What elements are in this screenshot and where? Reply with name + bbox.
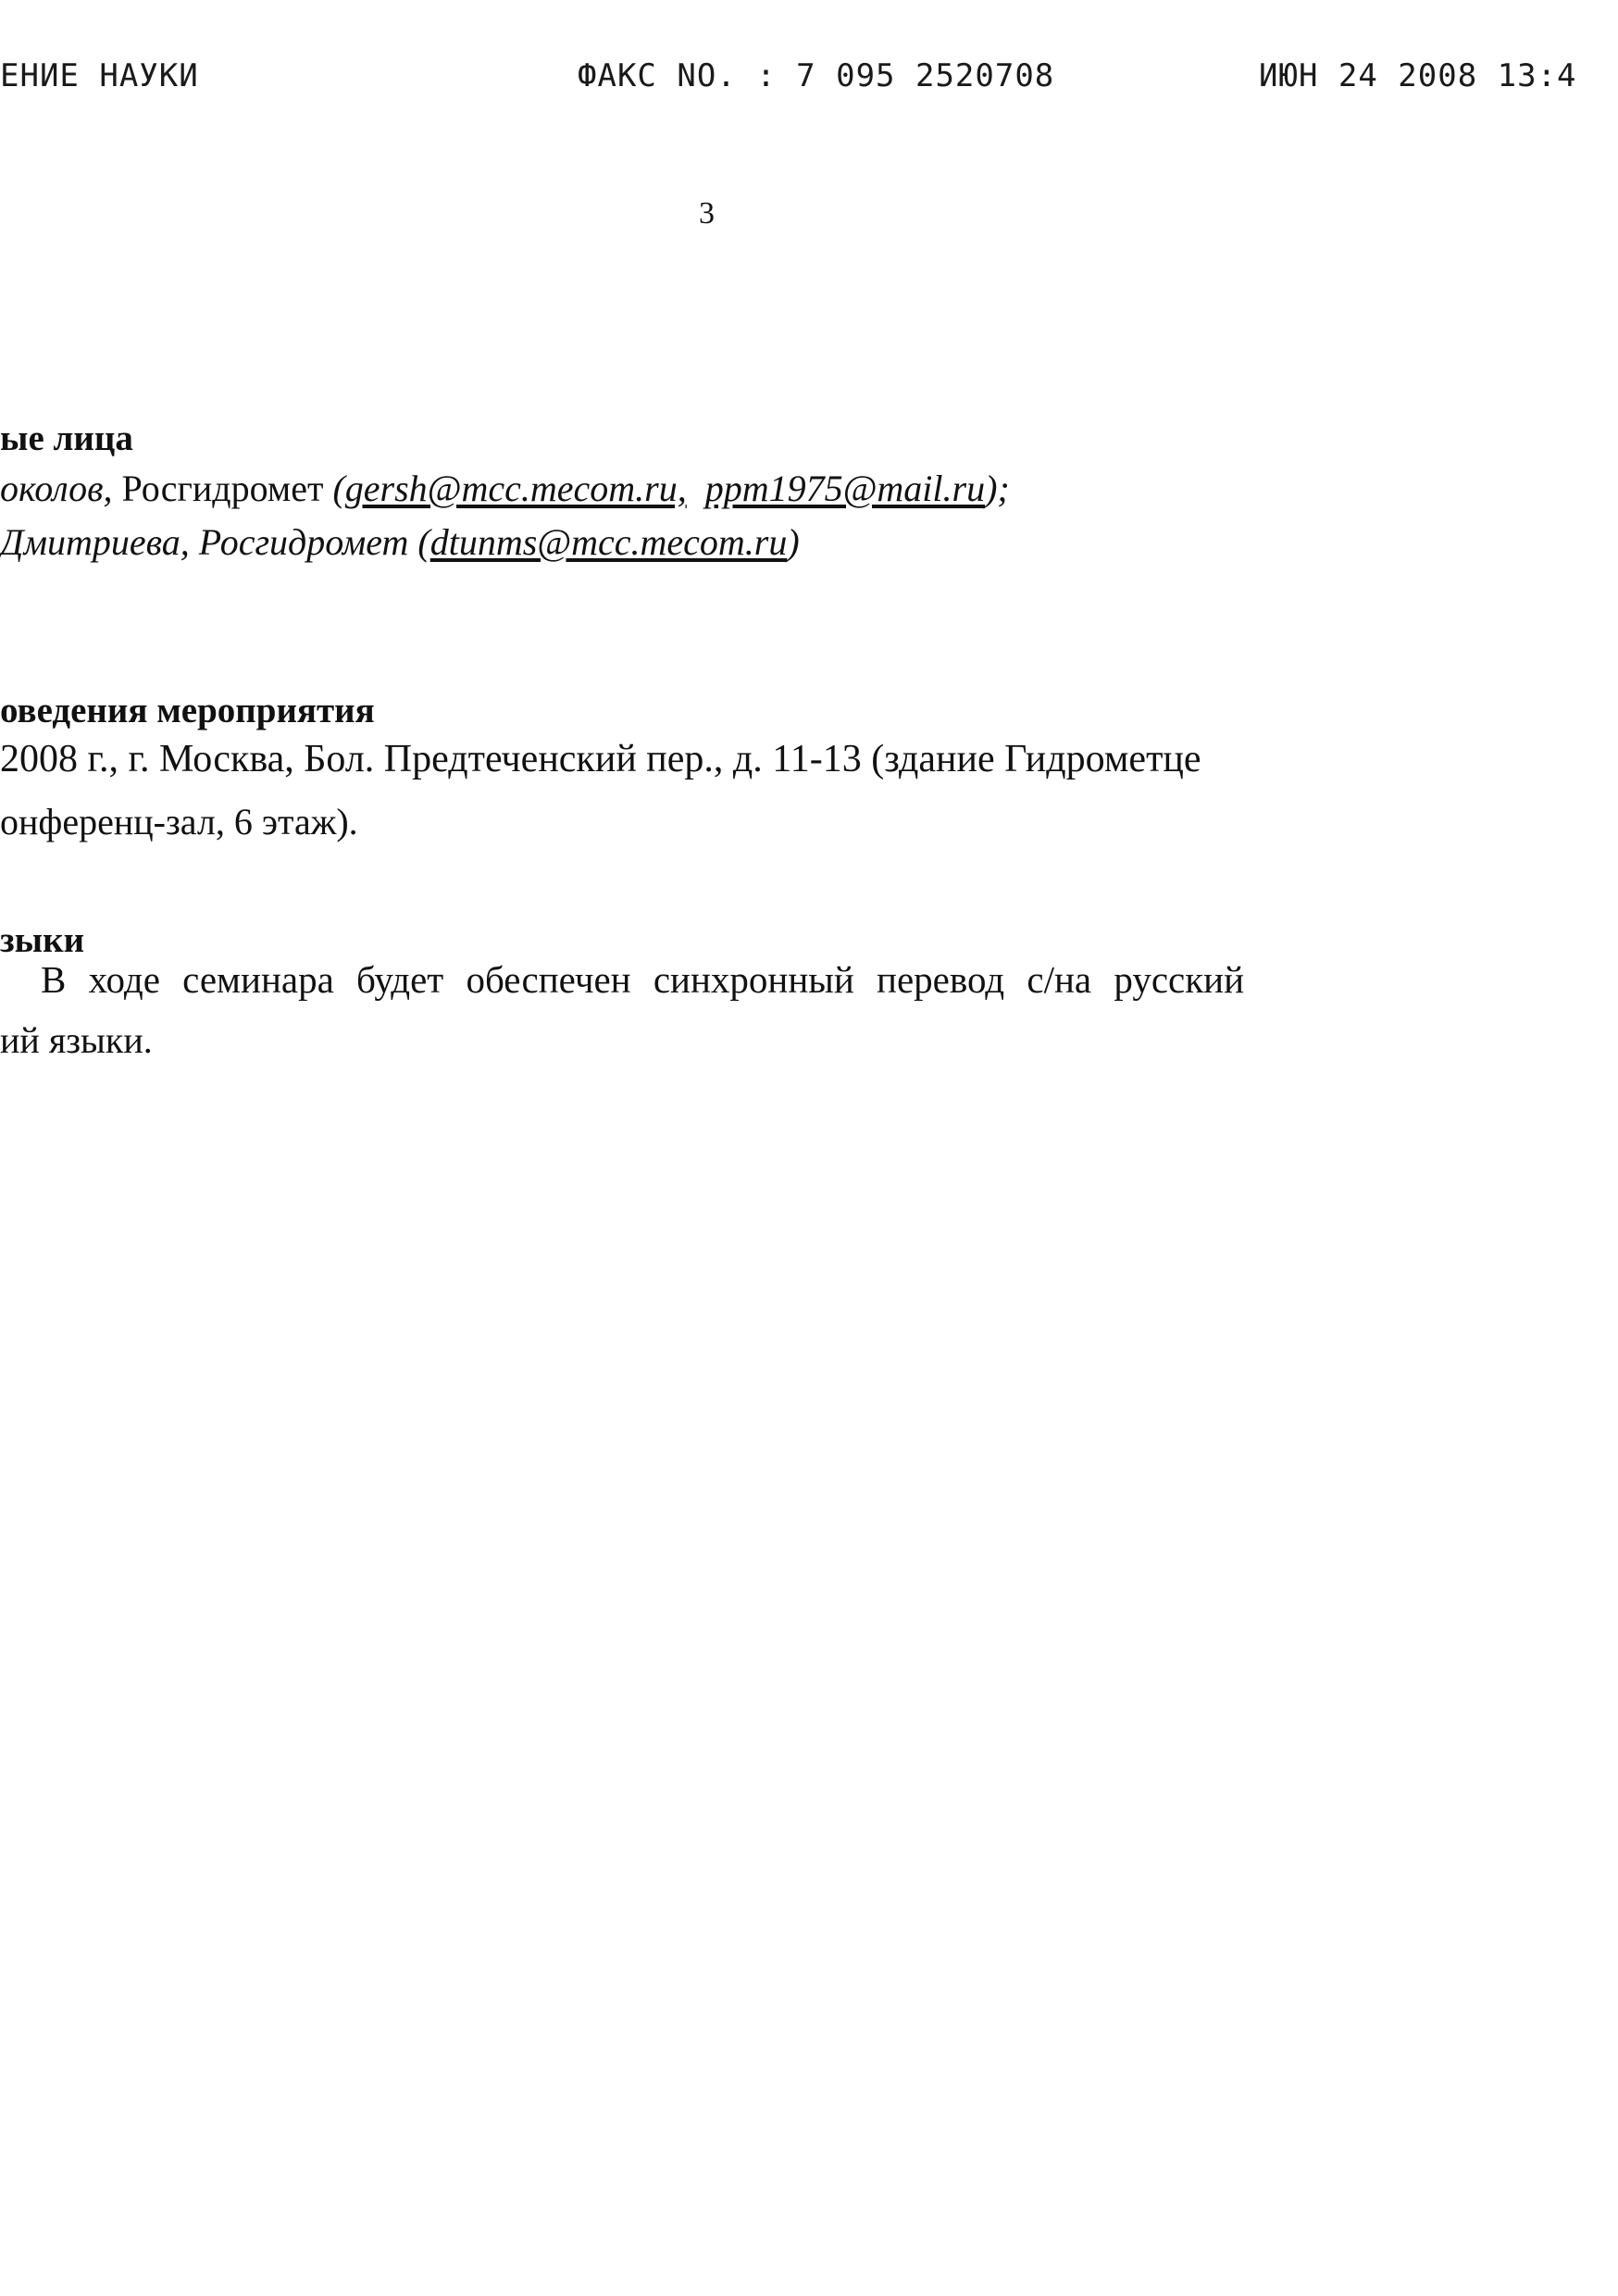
contact-2-email-link[interactable]: dtunms@mcc.mecom.ru [429,521,788,563]
contact-2-close-paren: ) [787,521,800,563]
contact-1-separator [687,468,705,509]
contact-1-org: Росгидромет [112,468,333,509]
contact-1-email-link-2[interactable]: ppm1975@mail.ru [704,468,986,509]
contacts-heading: ые лица [0,418,133,458]
contact-2-open-paren: ( [417,521,430,563]
fax-header [0,57,1618,104]
contact-1-close-paren: ); [985,468,1010,509]
languages-line-2: ий языки. [0,1019,153,1061]
languages-heading: зыки [0,920,85,960]
venue-line-1: 2008 г., г. Москва, Бол. Предтеченский пер., д. 11-13 (здание Гидрометце [0,738,1201,780]
contact-2-name: Дмитриева, Росгидромет [0,521,418,563]
venue-line-2: онференц-зал, 6 этаж). [0,801,358,842]
page-number: 3 [699,196,715,231]
contact-1-email-link[interactable]: gersh@mcc.mecom.ru, [344,468,687,509]
fax-number: ФАКС NO. : 7 095 2520708 [578,57,1055,94]
fax-sender: ЕНИЕ НАУКИ [0,57,199,94]
venue-heading: оведения мероприятия [0,691,375,730]
fax-timestamp: ИЮН 24 2008 13:4 [1259,57,1577,94]
contact-1-open-paren: ( [332,468,345,509]
contact-line-1 [0,465,1010,513]
contact-1-name: околов, [0,468,113,509]
contact-line-2 [0,518,800,567]
languages-line-1: В ходе семинара будет обеспечен синхронный перевод с/на русский [41,958,1245,1001]
